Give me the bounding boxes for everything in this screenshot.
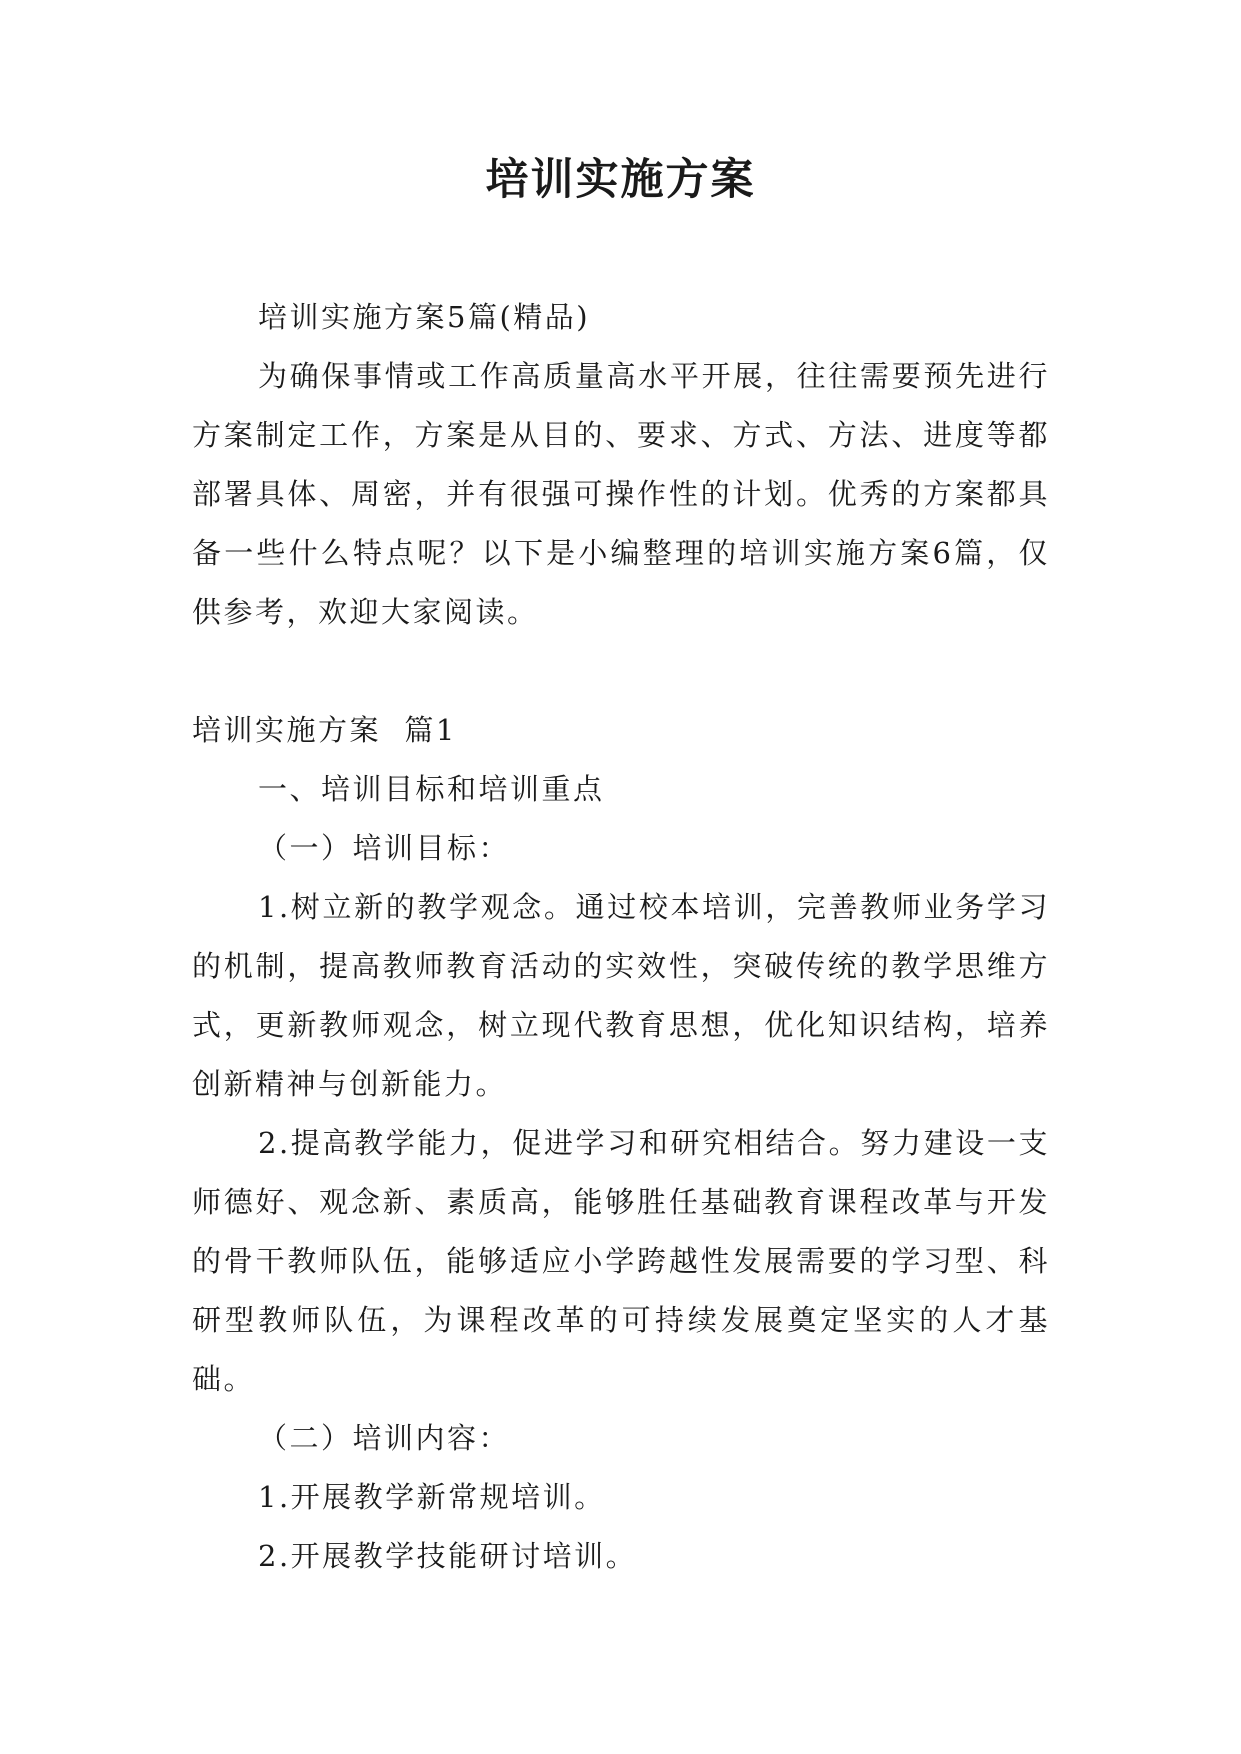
goal-paragraph-1: 1.树立新的教学观念。通过校本培训，完善教师业务学习的机制，提高教师教育活动的实效性，突破传统的教学思维方式，更新教师观念，树立现代教育思想，优化知识结构，培养创新精神与创新能力。 <box>192 890 1050 1101</box>
document-subtitle: 培训实施方案5篇(精品) <box>258 300 591 334</box>
content-item-2: 2.开展教学技能研讨培训。 <box>258 1539 638 1573</box>
part1-heading: 一、培训目标和培训重点 <box>258 772 605 806</box>
intro-paragraph: 为确保事情或工作高质量高水平开展，往往需要预先进行方案制定工作，方案是从目的、要求、方式、方法、进度等都部署具体、周密，并有很强可操作性的计划。优秀的方案都具备一些什么特点呢？以下是小编整理的培训实施方案6篇，仅供参考，欢迎大家阅读。 <box>192 359 1050 629</box>
section-heading: 培训实施方案 篇1 <box>192 713 457 747</box>
document-body <box>192 288 1050 1586</box>
sub2-heading: （二）培训内容： <box>258 1421 511 1455</box>
paragraph-spacer <box>192 642 1050 701</box>
document-title: 培训实施方案 <box>485 155 756 205</box>
sub1-heading: （一）培训目标： <box>258 831 511 865</box>
goal-paragraph-2: 2.提高教学能力，促进学习和研究相结合。努力建设一支师德好、观念新、素质高，能够胜任基础教育课程改革与开发的骨干教师队伍，能够适应小学跨越性发展需要的学习型、科研型教师队伍，为课程改革的可持续发展奠定坚实的人才基础。 <box>192 1126 1050 1396</box>
content-item-1: 1.开展教学新常规培训。 <box>258 1480 606 1514</box>
